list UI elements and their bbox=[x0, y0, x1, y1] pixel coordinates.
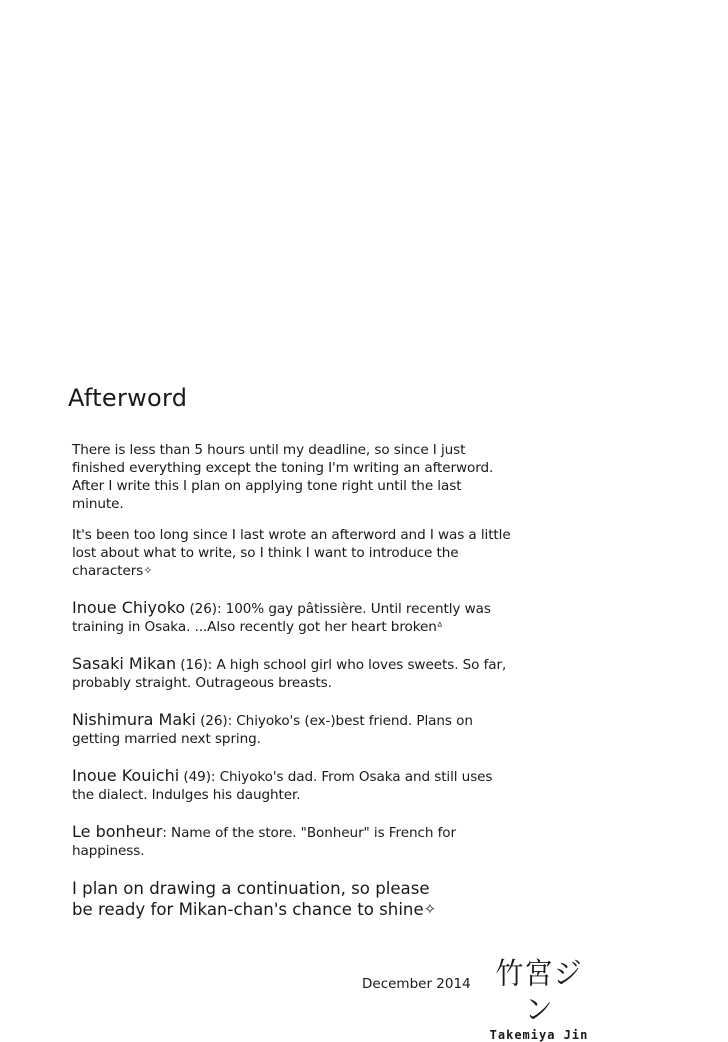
date-text: December 2014 bbox=[362, 976, 471, 992]
character-name: Sasaki Mikan bbox=[72, 654, 177, 673]
signature-romaji: Takemiya Jin bbox=[489, 1028, 589, 1042]
closing-text: I plan on drawing a continuation, so please be ready for Mikan-chan's chance to shine bbox=[72, 879, 430, 919]
signature-japanese: 竹宮ジン bbox=[495, 956, 583, 1027]
character-entry-chiyoko bbox=[72, 599, 512, 636]
character-detail: (16): A high school girl who loves sweets. So far, probably straight. Outrageous breasts. bbox=[72, 657, 507, 691]
character-entry-maki bbox=[72, 711, 512, 748]
character-name: Nishimura Maki bbox=[72, 710, 196, 729]
closing-message bbox=[72, 879, 452, 920]
author-signature bbox=[484, 958, 594, 1042]
store-detail: : Name of the store. "Bonheur" is French for happiness. bbox=[72, 825, 457, 859]
afterword-body bbox=[72, 441, 512, 920]
character-entry-kouichi bbox=[72, 767, 512, 804]
sweat-drop-icon: ᐞ bbox=[436, 620, 443, 633]
character-detail: (26): 100% gay pâtissière. Until recently was training in Osaka. ...Also recently got her heart broken bbox=[72, 601, 491, 635]
page-title: Afterword bbox=[68, 384, 188, 412]
store-entry-le-bonheur bbox=[72, 823, 512, 860]
character-detail: (49): Chiyoko's dad. From Osaka and still uses the dialect. Indulges his daughter. bbox=[72, 769, 493, 803]
character-detail: (26): Chiyoko's (ex-)best friend. Plans on getting married next spring. bbox=[72, 713, 473, 747]
sparkle-icon: ✧ bbox=[423, 900, 437, 918]
character-name: Inoue Chiyoko bbox=[72, 598, 186, 617]
character-entry-mikan bbox=[72, 655, 512, 692]
intro-paragraph-text: There is less than 5 hours until my deadline, so since I just finished everything except the toning I'm writing an afterword. After I write this I plan on applying tone right until the last minute. bbox=[72, 442, 494, 512]
store-name: Le bonheur bbox=[72, 822, 163, 841]
characters-intro-text: It's been too long since I last wrote an afterword and I was a little lost about what to write, so I think I want to introduce the characters bbox=[72, 527, 511, 579]
intro-paragraph bbox=[72, 441, 512, 513]
sparkle-icon: ✧ bbox=[143, 564, 153, 577]
character-name: Inoue Kouichi bbox=[72, 766, 180, 785]
characters-intro-paragraph bbox=[72, 526, 512, 580]
